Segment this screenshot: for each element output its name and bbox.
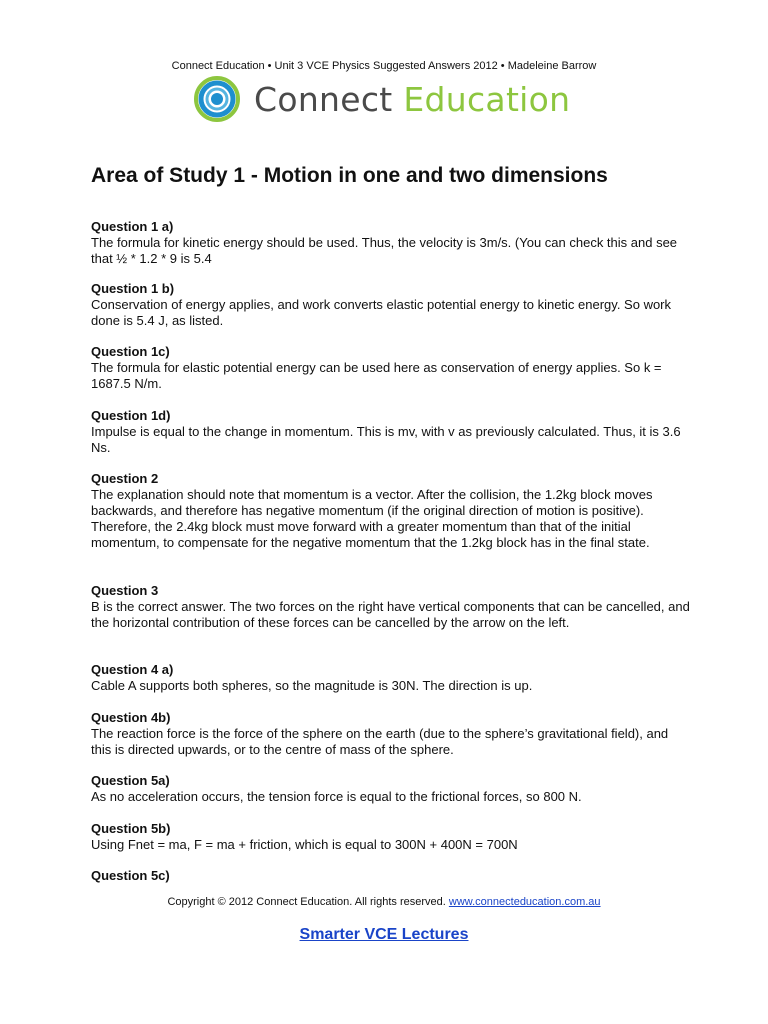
brand-logo xyxy=(194,74,570,124)
question-heading: Question 1 b) xyxy=(91,281,175,296)
question-answer: Conservation of energy applies, and work converts elastic potential energy to kinetic energy. So work done is 5.4 J, as listed. xyxy=(91,297,672,328)
question-block xyxy=(91,344,691,392)
question-heading: Question 1d) xyxy=(91,408,171,423)
question-answer: B is the correct answer. The two forces on the right have vertical components that can be cancelled, and the horizontal contribution of these forces can be cancelled by the arrow on the left. xyxy=(91,599,690,630)
question-block xyxy=(91,219,691,267)
question-answer: The formula for elastic potential energy can be used here as conservation of energy applies. So k = 1687.5 N/m. xyxy=(91,360,662,391)
question-answer: Impulse is equal to the change in momentum. This is mv, with v as previously calculated. Thus, it is 3.6 Ns. xyxy=(91,424,681,455)
question-block xyxy=(91,710,691,758)
smarter-vce-lectures-link[interactable]: Smarter VCE Lectures xyxy=(299,926,469,943)
question-heading: Question 5c) xyxy=(91,868,170,883)
question-heading: Question 4b) xyxy=(91,710,171,725)
logo-word-connect: Connect xyxy=(254,79,393,119)
question-answer: Cable A supports both spheres, so the magnitude is 30N. The direction is up. xyxy=(91,678,533,693)
logo-word-education: Education xyxy=(403,79,571,119)
question-answer: As no acceleration occurs, the tension force is equal to the frictional forces, so 800 N. xyxy=(91,789,582,804)
question-block xyxy=(91,408,691,456)
page-title: Area of Study 1 - Motion in one and two dimensions xyxy=(91,164,608,187)
connect-education-ring-logo-icon xyxy=(194,76,240,122)
question-block xyxy=(91,281,691,329)
footer-copyright xyxy=(0,896,768,908)
website-link[interactable]: www.connecteducation.com.au xyxy=(448,896,601,908)
question-block xyxy=(91,821,691,853)
question-heading: Question 1c) xyxy=(91,344,170,359)
footer-promo xyxy=(0,926,768,944)
question-block xyxy=(91,662,691,694)
question-block xyxy=(91,471,691,551)
question-heading: Question 2 xyxy=(91,471,159,486)
question-block xyxy=(91,773,691,805)
question-heading: Question 4 a) xyxy=(91,662,174,677)
page-header: Connect Education • Unit 3 VCE Physics Suggested Answers 2012 • Madeleine Barrow xyxy=(171,60,597,72)
copyright-text: Copyright © 2012 Connect Education. All rights reserved. xyxy=(167,896,449,908)
question-heading: Question 5a) xyxy=(91,773,170,788)
question-answer: The reaction force is the force of the sphere on the earth (due to the sphere’s gravitational field), and this is directed upwards, or to the centre of mass of the sphere. xyxy=(91,726,669,757)
logo-wordmark xyxy=(254,80,570,119)
question-answer: Using Fnet = ma, F = ma + friction, which is equal to 300N + 400N = 700N xyxy=(91,837,518,852)
question-heading: Question 5b) xyxy=(91,821,171,836)
question-answer: The formula for kinetic energy should be used. Thus, the velocity is 3m/s. (You can check this and see that ½ * 1.2 * 9 is 5.4 xyxy=(91,235,678,266)
question-heading: Question 1 a) xyxy=(91,219,174,234)
question-answer: The explanation should note that momentum is a vector. After the collision, the 1.2kg block moves backwards, and therefore has negative momentum (if the original direction of motion is positive). Therefore, the 2.4kg block must move forward with a greater momentum than that of the initial momentum, to compensate for the negative momentum that the 1.2kg block has in the final state. xyxy=(91,487,653,550)
question-block xyxy=(91,583,691,631)
question-heading: Question 3 xyxy=(91,583,159,598)
question-block xyxy=(91,868,691,884)
